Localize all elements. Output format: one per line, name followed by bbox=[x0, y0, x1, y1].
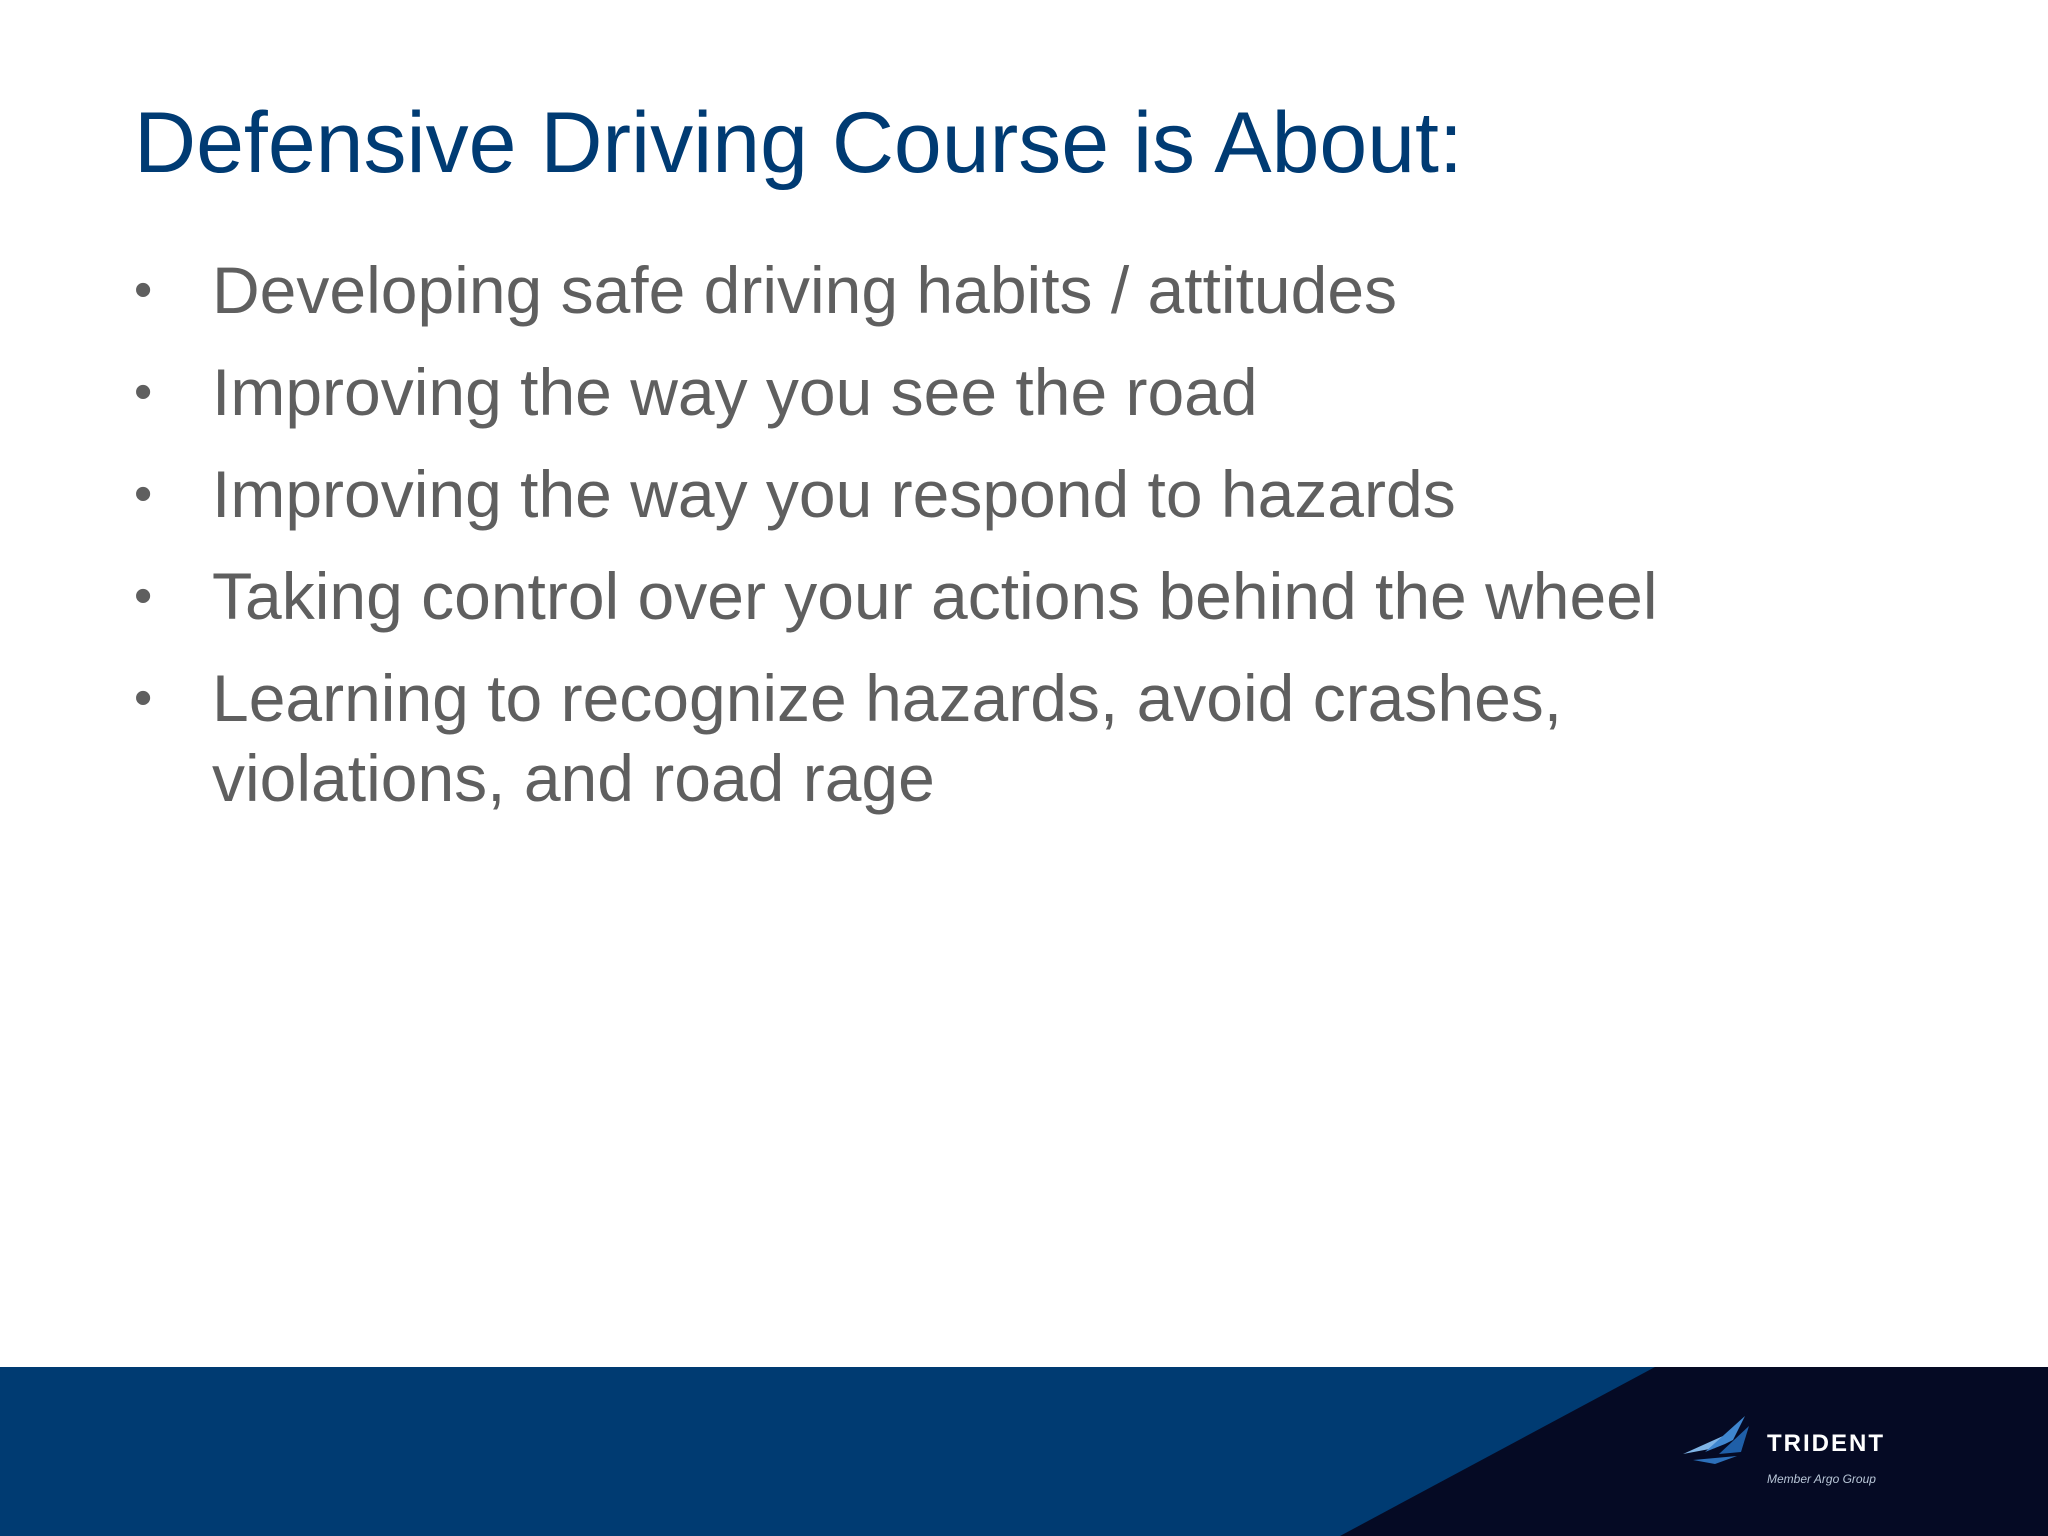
list-item-text: Improving the way you respond to hazards bbox=[212, 457, 1456, 531]
list-item bbox=[134, 556, 1834, 636]
list-item bbox=[134, 352, 1834, 432]
list-item-text: Improving the way you see the road bbox=[212, 355, 1258, 429]
list-item-text: Developing safe driving habits / attitudes bbox=[212, 253, 1398, 327]
bullet-marker: • bbox=[134, 567, 153, 625]
logo-wordmark: TRIDENT bbox=[1767, 1430, 1885, 1457]
bullet-marker: • bbox=[134, 261, 153, 319]
bullet-list bbox=[134, 250, 1834, 840]
bullet-marker: • bbox=[134, 363, 153, 421]
list-item-text: Taking control over your actions behind the wheel bbox=[212, 559, 1658, 633]
bullet-marker: • bbox=[134, 669, 153, 727]
list-item-text: Learning to recognize hazards, avoid crashes, violations, and road rage bbox=[212, 661, 1563, 815]
slide-title: Defensive Driving Course is About: bbox=[134, 95, 1463, 191]
list-item bbox=[134, 250, 1834, 330]
list-item bbox=[134, 658, 1772, 818]
list-item bbox=[134, 454, 1834, 534]
trident-logo-icon bbox=[1675, 1410, 1765, 1470]
logo-tagline: Member Argo Group bbox=[1767, 1472, 1876, 1486]
bullet-marker: • bbox=[134, 465, 153, 523]
trident-logo bbox=[1675, 1410, 1915, 1490]
